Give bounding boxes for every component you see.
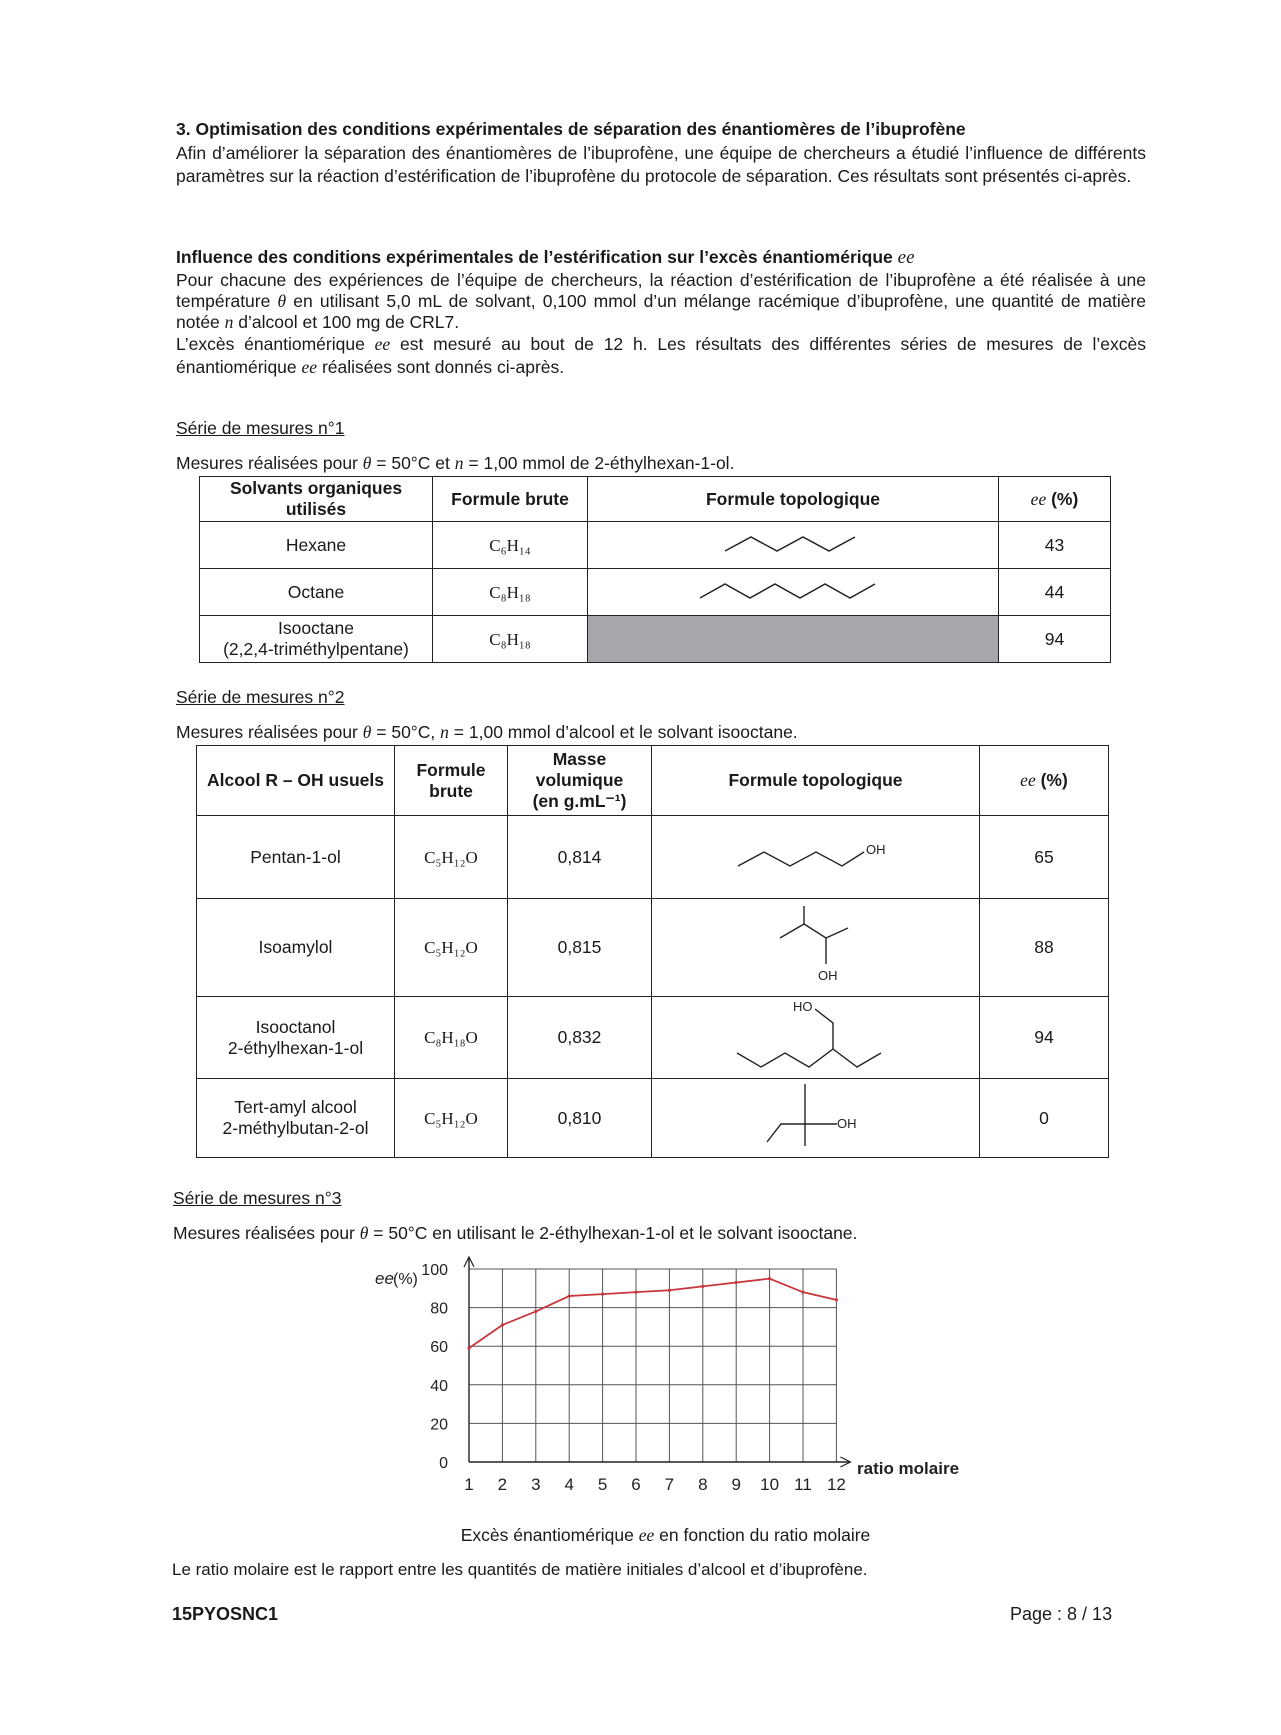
pentanol-structure (652, 816, 980, 899)
header-formule: Formule brute (395, 746, 508, 816)
x-tick-label: 12 (826, 1475, 846, 1494)
section-intro: Afin d’améliorer la séparation des énantiomères de l’ibuprofène, une équipe de chercheurs a étudié l’influence de différents paramètres sur la réaction d’estérification de l’ibuprofène du protocole de séparation. Ces résultats sont présentés ci-après. (176, 142, 1146, 186)
chart-series (467, 1277, 838, 1350)
header-alcool: Alcool R – OH usuels (197, 746, 395, 816)
header-ee: ee (%) (980, 746, 1109, 816)
data-point (634, 1291, 637, 1294)
x-tick-label: 1 (464, 1475, 474, 1494)
hexane-structure (588, 522, 999, 569)
data-point (568, 1294, 571, 1297)
influence-block (176, 246, 1146, 380)
data-point (534, 1310, 537, 1313)
data-point (467, 1347, 470, 1350)
svg-text:HO: HO (792, 999, 812, 1014)
y-tick-label: 60 (430, 1339, 448, 1357)
y-tick-label: 100 (421, 1262, 448, 1279)
table-header-row (200, 477, 1111, 522)
x-tick-label: 11 (794, 1475, 812, 1494)
table-row: Isoamylol C₅H₁₂O 0,815 OH 88 (197, 899, 1109, 997)
x-tick-label: 9 (731, 1475, 741, 1494)
octane-structure (588, 569, 999, 616)
section-3 (176, 118, 1146, 189)
table-row: Tert-amyl alcool 2-méthylbutan-2-ol C₅H₁₂O 0,810 OH 0 (197, 1079, 1109, 1158)
pentanol-skeleton-icon (736, 840, 896, 870)
influence-title: Influence des conditions expérimentales de l’estérification sur l’excès énantiomérique ee (176, 247, 915, 268)
svg-text:OH: OH (865, 841, 885, 857)
chart-caption: Excès énantiomérique ee en fonction du ratio molaire (460, 1525, 871, 1545)
hexane-skeleton-icon (723, 533, 863, 553)
influence-paragraph-1: Pour chacune des expériences de l’équipe de chercheurs, la réaction d’estérification de l’ibuprofène a été réalisée à une température θ en utilisant 5,0 mL de solvant, 0,100 mmol d’un mélange racémique d’ibuprofène, une quantité de matière notée n d’alcool et 100 mg de CRL7. (176, 269, 1146, 332)
y-tick-label: 20 (430, 1416, 448, 1434)
influence-paragraph-2: L’excès énantiomérique ee est mesuré au bout de 12 h. Les résultats des différentes séries de mesures de l’excès énantiomérique ee réalisées sont donnés ci-après. (176, 333, 1146, 377)
tert-amyl-skeleton-icon (761, 1080, 871, 1152)
isoamylol-structure (652, 899, 980, 997)
header-topo: Formule topologique (652, 746, 980, 816)
header-masse: Masse volumique (en g.mL⁻¹) (508, 746, 652, 816)
data-point (801, 1291, 804, 1294)
x-tick-label: 5 (597, 1475, 608, 1494)
table-row: Octane C₈H₁₈ 44 (200, 569, 1111, 616)
x-axis-label: ratio molaire (857, 1459, 960, 1478)
ee-series-line (469, 1279, 836, 1348)
data-point (501, 1323, 504, 1326)
x-tick-label: 2 (497, 1475, 508, 1494)
isooctanol-structure (652, 997, 980, 1079)
svg-text:OH: OH (836, 1115, 856, 1131)
svg-text:OH: OH (817, 968, 837, 983)
octane-skeleton-icon (698, 580, 888, 600)
isoamylol-skeleton-icon (766, 902, 866, 988)
data-point (768, 1277, 771, 1280)
tert-amyl-structure (652, 1079, 980, 1158)
x-tick-label: 6 (631, 1475, 641, 1494)
x-tick-label: 8 (698, 1475, 708, 1494)
header-formule: Formule brute (433, 477, 588, 522)
serie2-conditions: Mesures réalisées pour θ = 50°C, n = 1,00 mmol d’alcool et le solvant isooctane. (176, 722, 798, 742)
page-number: Page : 8 / 13 (1010, 1604, 1113, 1624)
serie1-table (199, 476, 1111, 663)
isooctanol-skeleton-icon (731, 997, 901, 1073)
document-code: 15PYOSNC1 (172, 1604, 279, 1624)
chart-ticks (421, 1262, 846, 1494)
section-title: 3. Optimisation des conditions expérimentales de séparation des énantiomères de l’ibuprofène (176, 119, 966, 139)
data-point (835, 1298, 838, 1301)
x-tick-label: 4 (564, 1475, 574, 1494)
header-topo: Formule topologique (588, 477, 999, 522)
hidden-structure-box (588, 616, 999, 663)
y-tick-label: 40 (430, 1377, 448, 1395)
table-header-row (197, 746, 1109, 816)
y-axis-label: ee (375, 1269, 394, 1288)
ee-ratio-chart (0, 1255, 1281, 1545)
serie3-conditions: Mesures réalisées pour θ = 50°C en utilisant le 2-éthylhexan-1-ol et le solvant isooctane. (173, 1223, 858, 1243)
y-tick-label: 0 (439, 1455, 448, 1472)
chart-grid (469, 1269, 836, 1462)
data-point (601, 1292, 604, 1295)
ratio-note: Le ratio molaire est le rapport entre les quantités de matière initiales d’alcool et d’ibuprofène. (172, 1560, 868, 1579)
serie2-title: Série de mesures n°2 (176, 687, 345, 707)
table-row: Hexane C₆H₁₄ 43 (200, 522, 1111, 569)
header-ee: ee (%) (999, 477, 1111, 522)
x-tick-label: 7 (664, 1475, 675, 1494)
data-point (701, 1285, 704, 1288)
serie2-table (196, 745, 1109, 1158)
y-axis-unit: (%) (393, 1271, 418, 1288)
serie1-conditions: Mesures réalisées pour θ = 50°C et n = 1,00 mmol de 2-éthylhexan-1-ol. (176, 453, 735, 473)
data-point (735, 1281, 738, 1284)
data-point (668, 1289, 671, 1292)
serie1-title: Série de mesures n°1 (176, 418, 345, 438)
table-row: Pentan-1-ol C₅H₁₂O 0,814 OH 65 (197, 816, 1109, 899)
header-solvant: Solvants organiques utilisés (200, 477, 433, 522)
x-tick-label: 3 (531, 1475, 541, 1494)
y-tick-label: 80 (430, 1300, 448, 1318)
serie3-title: Série de mesures n°3 (173, 1188, 342, 1208)
table-row: Isooctanol 2-éthylhexan-1-ol C₈H₁₈O 0,832 HO 94 (197, 997, 1109, 1079)
table-row: Isooctane (2,2,4-triméthylpentane) C₈H₁₈ 94 (200, 616, 1111, 663)
x-tick-label: 10 (760, 1475, 780, 1494)
